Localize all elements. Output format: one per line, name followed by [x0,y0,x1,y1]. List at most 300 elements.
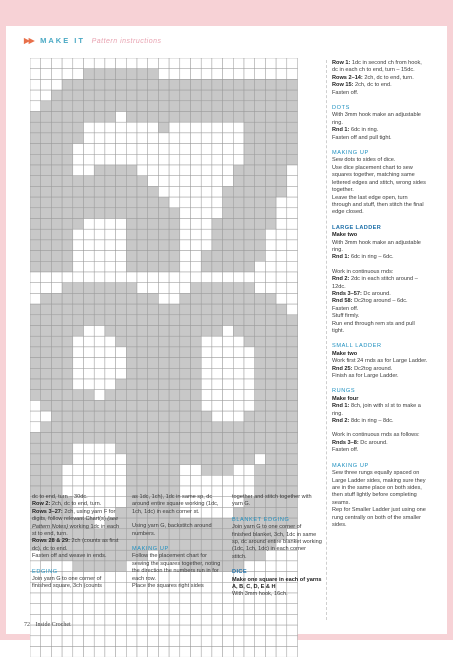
stitch-cell-empty [105,133,116,144]
stitch-cell-filled [62,400,73,411]
stitch-cell-filled [244,240,255,251]
stitch-cell-filled [180,379,191,390]
stitch-cell-empty [212,176,223,187]
stitch-cell-filled [169,240,180,251]
stitch-cell-empty [201,647,212,657]
stitch-cell-empty [265,240,276,251]
stitch-cell-empty [191,208,202,219]
stitch-cell-filled [244,122,255,133]
stitch-cell-filled [244,197,255,208]
stitch-cell-filled [169,112,180,123]
stitch-cell-filled [73,411,84,422]
stitch-cell-filled [276,379,287,390]
stitch-cell-empty [233,604,244,615]
stitch-cell-filled [223,422,234,433]
stitch-cell-filled [223,208,234,219]
stitch-cell-empty [30,593,41,604]
stitch-cell-empty [158,593,169,604]
stitch-cell-empty [201,208,212,219]
stitch-cell-empty [105,454,116,465]
stitch-cell-filled [116,69,127,80]
subtitle: Pattern instructions [92,38,162,45]
stitch-cell-empty [223,400,234,411]
stitch-cell-empty [84,144,95,155]
stitch-cell-filled [255,79,266,90]
paragraph [32,494,122,501]
stitch-cell-filled [244,79,255,90]
stitch-cell-filled [255,219,266,230]
stitch-cell-filled [201,293,212,304]
stitch-cell-filled [73,326,84,337]
stitch-cell-filled [137,411,148,422]
stitch-cell-filled [169,304,180,315]
stitch-cell-empty [116,358,127,369]
text-run: 6dc in ring – 6dc. [349,254,393,260]
stitch-cell-filled [126,422,137,433]
stitch-cell-empty [105,219,116,230]
stitch-cell-empty [73,604,84,615]
stitch-cell-filled [223,304,234,315]
stitch-cell-empty [191,604,202,615]
text-run: Join yarn G to one corner of finished blanket, 3ch, 1dc in same sp, dc around entire blanket working (1dc, 1ch, 1dc) in each corner stitch. [232,524,322,560]
stitch-cell-empty [126,122,137,133]
stitch-cell-empty [201,347,212,358]
stitch-cell-empty [73,347,84,358]
stitch-cell-empty [169,154,180,165]
stitch-cell-filled [105,304,116,315]
stitch-cell-empty [169,625,180,636]
stitch-cell-empty [126,58,137,69]
spacer [332,262,428,269]
stitch-cell-empty [287,208,298,219]
paragraph [332,373,428,380]
stitch-cell-filled [287,422,298,433]
stitch-cell-filled [276,475,287,486]
stitch-cell-empty [51,647,62,657]
stitch-cell-filled [169,443,180,454]
stitch-cell-filled [212,283,223,294]
stitch-cell-empty [126,614,137,625]
stitch-cell-filled [212,79,223,90]
stitch-cell-empty [223,614,234,625]
stitch-cell-filled [148,79,159,90]
stitch-cell-filled [244,101,255,112]
stitch-cell-filled [255,304,266,315]
text-run: Work in continuous rnds: [332,269,393,275]
paragraph [332,313,428,320]
stitch-cell-filled [255,154,266,165]
stitch-cell-filled [51,197,62,208]
stitch-cell-filled [137,465,148,476]
stitch-cell-filled [180,90,191,101]
stitch-cell-filled [201,283,212,294]
stitch-cell-empty [201,186,212,197]
text-run: 2ch, dc to end, turn. [363,75,414,81]
text-run: 2ch, dc to end, turn. [50,501,101,507]
stitch-cell-empty [265,58,276,69]
stitch-cell-filled [158,390,169,401]
stitch-cell-empty [84,219,95,230]
text-run: Fasten off. [332,306,358,312]
paragraph [332,470,428,507]
stitch-cell-empty [223,133,234,144]
stitch-cell-filled [233,315,244,326]
stitch-cell-filled [62,283,73,294]
stitch-cell-empty [126,604,137,615]
stitch-cell-empty [116,368,127,379]
stitch-cell-filled [233,326,244,337]
stitch-cell-empty [94,251,105,262]
stitch-cell-empty [30,101,41,112]
stitch-cell-filled [255,411,266,422]
stitch-cell-filled [105,79,116,90]
stitch-cell-filled [51,251,62,262]
stitch-cell-empty [84,636,95,647]
text-run: 2ch, using yarn F for digits, follow relevant Chart(s) [32,509,115,522]
text-run: 6dc in ring. [349,127,378,133]
stitch-cell-filled [73,122,84,133]
stitch-cell-empty [233,122,244,133]
stitch-cell-empty [223,176,234,187]
stitch-cell-filled [73,133,84,144]
stitch-cell-empty [233,465,244,476]
stitch-cell-filled [255,176,266,187]
stitch-cell-empty [148,625,159,636]
stitch-cell-filled [41,165,52,176]
stitch-cell-filled [265,390,276,401]
stitch-cell-empty [223,647,234,657]
paragraph [332,157,428,164]
text-run: Sew three rungs equally spaced on Large Ladder sides, making sure they are in the same place on both sides, then stuff lightly before completing seams. [332,470,426,506]
stitch-cell-empty [94,144,105,155]
section-heading: MAKING UP [132,546,222,553]
text-run: Run end through rem sts and pull tight. [332,321,415,334]
stitch-cell-empty [233,58,244,69]
stitch-cell-filled [201,261,212,272]
stitch-cell-filled [276,133,287,144]
stitch-cell-empty [41,58,52,69]
stitch-cell-empty [233,614,244,625]
stitch-cell-empty [84,133,95,144]
stitch-cell-filled [265,411,276,422]
stitch-cell-filled [169,454,180,465]
stitch-cell-filled [148,208,159,219]
stitch-cell-filled [30,261,41,272]
stitch-cell-empty [105,379,116,390]
stitch-cell-filled [126,304,137,315]
stitch-cell-empty [169,165,180,176]
stitch-cell-filled [265,475,276,486]
stitch-cell-filled [265,186,276,197]
paragraph [332,90,428,97]
stitch-cell-filled [255,240,266,251]
text-run: Fasten off and weave in ends. [32,553,107,559]
stitch-cell-empty [148,604,159,615]
stitch-cell-filled [212,101,223,112]
bold-run: Make two [332,351,357,357]
stitch-cell-filled [233,433,244,444]
stitch-cell-filled [223,261,234,272]
text-run: 2ch (counts as first dc), dc to end. [32,538,118,551]
stitch-cell-filled [41,379,52,390]
stitch-cell-empty [212,647,223,657]
stitch-cell-empty [94,625,105,636]
stitch-cell-filled [276,304,287,315]
stitch-cell-filled [180,443,191,454]
stitch-cell-filled [105,411,116,422]
stitch-cell-empty [84,358,95,369]
stitch-cell-empty [62,58,73,69]
stitch-cell-empty [169,133,180,144]
paragraph [332,232,428,239]
stitch-cell-filled [169,261,180,272]
stitch-cell-empty [30,69,41,80]
stitch-cell-empty [169,647,180,657]
stitch-cell-empty [116,251,127,262]
stitch-cell-empty [180,122,191,133]
paragraph [332,351,428,358]
stitch-cell-empty [191,197,202,208]
stitch-cell-filled [276,165,287,176]
stitch-cell-filled [148,422,159,433]
stitch-cell-filled [51,240,62,251]
stitch-cell-filled [62,326,73,337]
stitch-cell-filled [94,186,105,197]
stitch-cell-filled [255,197,266,208]
stitch-cell-empty [233,625,244,636]
stitch-cell-filled [41,358,52,369]
stitch-cell-filled [51,122,62,133]
section-heading: LARGE LADDER [332,225,428,232]
stitch-cell-empty [51,272,62,283]
stitch-cell-filled [41,443,52,454]
stitch-cell-empty [158,154,169,165]
stitch-cell-filled [169,219,180,230]
text-run: 8dc in ring – 8dc. [349,418,393,424]
stitch-cell-empty [287,240,298,251]
stitch-cell-filled [148,475,159,486]
stitch-cell-filled [84,390,95,401]
stitch-cell-filled [169,475,180,486]
stitch-cell-empty [276,219,287,230]
bold-run: Rnd 1: [332,403,349,409]
stitch-cell-filled [126,475,137,486]
bold-run: Make two [332,232,357,238]
stitch-cell-filled [41,229,52,240]
stitch-cell-filled [62,390,73,401]
stitch-cell-empty [223,272,234,283]
stitch-cell-filled [233,454,244,465]
stitch-cell-filled [105,315,116,326]
stitch-cell-empty [201,176,212,187]
stitch-cell-empty [255,625,266,636]
stitch-cell-filled [116,101,127,112]
stitch-cell-empty [287,229,298,240]
stitch-cell-empty [212,379,223,390]
stitch-cell-empty [265,69,276,80]
stitch-cell-empty [233,347,244,358]
stitch-cell-filled [137,197,148,208]
stitch-cell-filled [244,251,255,262]
paragraph [332,358,428,365]
stitch-cell-empty [126,647,137,657]
stitch-cell-empty [201,229,212,240]
stitch-cell-filled [233,304,244,315]
stitch-cell-empty [276,229,287,240]
stitch-cell-filled [105,208,116,219]
stitch-cell-filled [126,176,137,187]
stitch-cell-filled [265,358,276,369]
paragraph [232,577,322,592]
stitch-cell-empty [148,272,159,283]
stitch-cell-filled [84,69,95,80]
stitch-cell-filled [148,368,159,379]
stitch-cell-empty [276,208,287,219]
stitch-cell-filled [287,112,298,123]
stitch-cell-empty [191,475,202,486]
stitch-cell-filled [126,208,137,219]
stitch-cell-empty [201,475,212,486]
stitch-cell-filled [148,379,159,390]
stitch-cell-empty [94,614,105,625]
stitch-cell-filled [169,208,180,219]
stitch-cell-empty [212,604,223,615]
stitch-cell-filled [51,475,62,486]
text-run: Work first 24 rnds as for Large Ladder. [332,358,427,364]
stitch-cell-filled [191,347,202,358]
stitch-cell-filled [255,90,266,101]
stitch-cell-empty [169,176,180,187]
stitch-grid [30,272,298,657]
stitch-cell-filled [116,293,127,304]
stitch-cell-empty [84,368,95,379]
stitch-cell-empty [30,272,41,283]
stitch-cell-empty [212,154,223,165]
stitch-cell-filled [169,336,180,347]
stitch-cell-empty [244,647,255,657]
stitch-cell-empty [73,454,84,465]
stitch-cell-filled [233,186,244,197]
stitch-cell-empty [244,358,255,369]
stitch-cell-filled [126,197,137,208]
stitch-cell-empty [287,261,298,272]
stitch-cell-filled [201,90,212,101]
stitch-cell-empty [41,79,52,90]
stitch-cell-filled [287,465,298,476]
stitch-cell-filled [223,101,234,112]
stitch-cell-empty [51,604,62,615]
paragraph [332,403,428,418]
stitch-cell-filled [41,422,52,433]
stitch-cell-filled [233,251,244,262]
stitch-cell-filled [41,390,52,401]
stitch-cell-empty [62,636,73,647]
stitch-cell-empty [84,614,95,625]
stitch-cell-filled [223,465,234,476]
stitch-cell-empty [94,272,105,283]
stitch-cell-filled [94,197,105,208]
stitch-cell-filled [287,122,298,133]
stitch-cell-empty [201,604,212,615]
stitch-cell-empty [116,636,127,647]
stitch-cell-empty [30,411,41,422]
stitch-cell-empty [276,261,287,272]
stitch-cell-empty [191,144,202,155]
stitch-cell-filled [51,208,62,219]
stitch-cell-empty [116,112,127,123]
stitch-cell-empty [105,636,116,647]
stitch-cell-filled [51,101,62,112]
text-run: Fasten off and pull tight. [332,135,392,141]
stitch-cell-filled [62,133,73,144]
stitch-cell-filled [233,176,244,187]
paragraph [332,269,428,276]
stitch-cell-filled [255,165,266,176]
stitch-cell-empty [255,636,266,647]
stitch-cell-empty [94,368,105,379]
stitch-cell-empty [223,604,234,615]
stitch-cell-filled [255,358,266,369]
stitch-cell-empty [191,614,202,625]
stitch-cell-filled [51,229,62,240]
stitch-cell-empty [137,133,148,144]
stitch-cell-filled [265,315,276,326]
stitch-cell-empty [244,272,255,283]
stitch-cell-empty [30,400,41,411]
paragraph [232,524,322,561]
stitch-cell-filled [212,90,223,101]
stitch-cell-filled [180,101,191,112]
text-run: With 3mm hook make an adjustable ring. [332,240,421,253]
stitch-cell-empty [169,186,180,197]
stitch-cell-empty [191,69,202,80]
stitch-cell-filled [169,229,180,240]
stitch-cell-empty [191,122,202,133]
stitch-cell-empty [201,336,212,347]
stitch-cell-filled [126,219,137,230]
stitch-cell-filled [84,315,95,326]
stitch-cell-empty [233,368,244,379]
stitch-cell-filled [148,347,159,358]
stitch-cell-filled [62,240,73,251]
stitch-cell-filled [265,368,276,379]
stitch-cell-empty [30,422,41,433]
stitch-cell-filled [233,283,244,294]
stitch-cell-empty [148,593,159,604]
stitch-cell-filled [137,358,148,369]
stitch-cell-filled [148,336,159,347]
text-run: With 3mm hook, 16ch. [232,591,288,597]
stitch-cell-filled [287,454,298,465]
stitch-cell-filled [255,465,266,476]
stitch-cell-empty [148,165,159,176]
stitch-cell-filled [30,475,41,486]
paragraph [332,127,428,134]
stitch-cell-empty [180,240,191,251]
stitch-cell-empty [158,647,169,657]
stitch-cell-empty [84,261,95,272]
stitch-cell-filled [169,90,180,101]
stitch-cell-empty [212,144,223,155]
stitch-cell-empty [233,358,244,369]
stitch-cell-filled [148,112,159,123]
stitch-cell-empty [191,593,202,604]
stitch-cell-filled [255,315,266,326]
bold-run: Rnds 3–8: [332,440,359,446]
stitch-cell-filled [94,411,105,422]
stitch-cell-empty [244,604,255,615]
stitch-cell-filled [105,197,116,208]
